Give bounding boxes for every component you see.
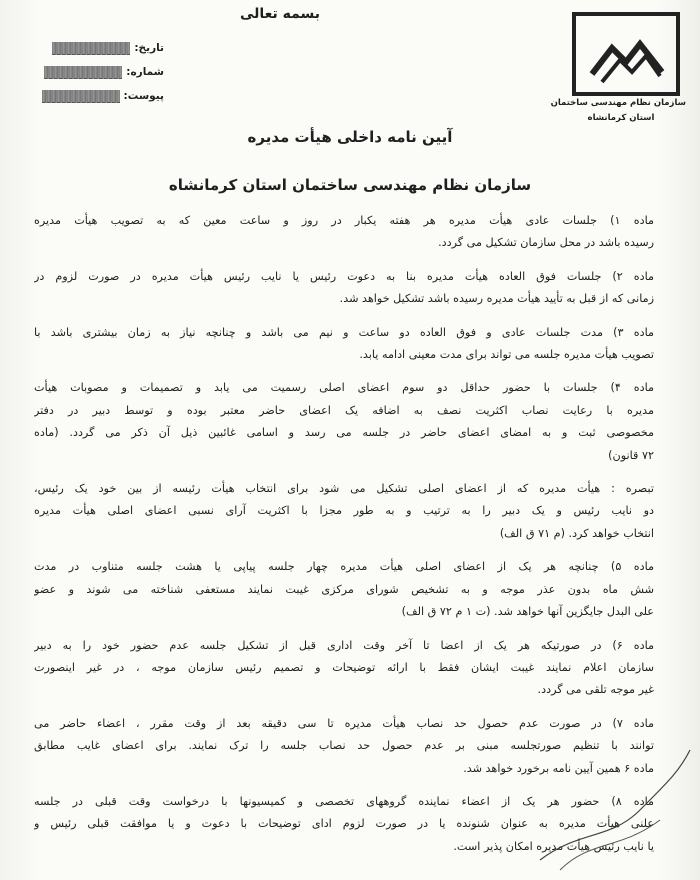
article-paragraph bbox=[34, 713, 654, 780]
paragraph-line: شش ماه بدون عذر موجه و به تشخیص شورای مرکزی غیبت نمایند مستعفی شناخته می شوند و عضو bbox=[34, 582, 654, 596]
paragraph-line: ماده ۴) جلسات با حضور حداقل دو سوم اعضای اصلی رسمیت می یابد و تصمیمات و مصوبات هیأت bbox=[34, 381, 654, 395]
organization-line1: سازمان نظام مهندسی ساختمان bbox=[550, 98, 686, 108]
attachment-row bbox=[14, 84, 164, 108]
article-paragraph bbox=[34, 635, 654, 702]
article-paragraph bbox=[34, 556, 654, 623]
paragraph-line: ماده ۸) حضور هر یک از اعضاء نماینده گروههای تخصصی و کمیسیونها با درخواست وقت قبلی در جلسه bbox=[34, 794, 654, 808]
paragraph-line: توانند با تنظیم صورتجلسه مبنی بر عدم حصول حد نصاب جلسه را ترک نمایند. برای اعضای غایب مطابق bbox=[34, 739, 654, 753]
logo-icon bbox=[572, 12, 680, 96]
paragraph-line: ماده ۶) در صورتیکه هر یک از اعضا تا آخر وقت اداری قبل از تشکیل جلسه عدم حضور خود را به دبیر bbox=[34, 638, 654, 652]
article-paragraph bbox=[34, 266, 654, 311]
paragraph-line: ماده ۶ همین آیین نامه برخورد خواهد شد. bbox=[463, 761, 654, 775]
paragraph-line: دو نایب رئیس و یک دبیر را به ترتیب و به طور مجزا با اکثریت آرای نسبی اعضای اصلی هیأت مدیره bbox=[34, 504, 654, 518]
article-paragraph bbox=[34, 478, 654, 545]
letter-meta bbox=[14, 36, 164, 108]
paragraph-line: رسیده باشد در محل سازمان تشکیل می گردد. bbox=[438, 236, 654, 250]
document-subtitle: سازمان نظام مهندسی ساختمان استان کرمانشاه bbox=[168, 176, 532, 194]
paragraph-line: یا نایب رئیس هیأت مدیره امکان پذیر است. bbox=[453, 839, 654, 853]
basmala: بسمه تعالی bbox=[239, 6, 321, 22]
paragraph-line: ماده ۲) جلسات فوق العاده هیأت مدیره بنا به دعوت رئیس یا نایب رئیس هیأت مدیره در صورت لزوم در bbox=[34, 269, 654, 283]
attachment-redacted bbox=[42, 90, 120, 103]
paragraph-line: انتخاب خواهد کرد. (م ۷۱ ق الف) bbox=[499, 526, 654, 540]
number-redacted bbox=[44, 66, 122, 79]
date-label: تاریخ: bbox=[134, 42, 164, 54]
organization-line2: استان کرمانشاه bbox=[587, 113, 655, 123]
number-label: شماره: bbox=[126, 66, 164, 78]
paragraph-line: ماده ۱) جلسات عادی هیأت مدیره هر هفته یکبار در روز و ساعت معین که به تصویب هیأت مدیره bbox=[34, 214, 654, 227]
article-paragraph bbox=[34, 377, 654, 467]
date-redacted bbox=[52, 42, 130, 55]
paragraph-line: علی البدل جایگزین آنها خواهد شد. (ت ۱ م ۷۲ ق الف) bbox=[401, 605, 654, 619]
date-row bbox=[14, 36, 164, 60]
attachment-label: پیوست: bbox=[123, 90, 164, 102]
article-paragraph bbox=[34, 322, 654, 367]
organization-name bbox=[550, 96, 686, 126]
document-body bbox=[34, 210, 654, 869]
paragraph-line: ماده ۷) در صورت عدم حصول حد نصاب هیأت مدیره تا سی دقیقه بعد از وقت مقرر ، اعضاء حاضر می bbox=[34, 716, 654, 730]
paragraph-line: تبصره : هیأت مدیره که از اعضای اصلی تشکیل می شود برای انتخاب هیأت رئیسه از بین خود یک رئیس، bbox=[34, 482, 654, 496]
article-paragraph bbox=[34, 791, 654, 858]
paragraph-line: ماده ۵) چنانچه هر یک از اعضای اصلی هیأت مدیره چهار جلسه پیاپی یا هشت جلسه متناوب در مدت bbox=[34, 560, 654, 574]
paragraph-line: علنی هیأت مدیره به عنوان شنونده یا در صورت لزوم ادای توضیحات با دعوت و یا موافقت قبلی رئیس و bbox=[34, 817, 654, 831]
paragraph-line: ۷۲ قانون) bbox=[608, 448, 654, 462]
article-paragraph bbox=[34, 210, 654, 255]
paragraph-line: مدیره با رعایت نصاب اکثریت نصف به اضافه یک اعضای حاضر معتبر بوده و توسط دبیر در دفتر bbox=[34, 403, 654, 417]
paragraph-line: مخصوصی ثبت و به امضای اعضای حاضر در جلسه می رسد و اسامی غائبین ذیل آن ذکر می گردد. (ماده bbox=[34, 426, 654, 440]
paragraph-line: سازمان اعلام نمایند غیبت ایشان فقط با ارائه توضیحات و تصمیم رئیس سازمان موجه ، در غیر اینصورت bbox=[34, 660, 654, 674]
document-title: آیین نامه داخلی هیأت مدیره bbox=[247, 128, 453, 146]
paragraph-line: ماده ۳) مدت جلسات عادی و فوق العاده دو ساعت و نیم می باشد و چنانچه نیاز به زمان بیشتری باشد با bbox=[34, 325, 654, 339]
paragraph-line: غیر موجه تلقی می گردد. bbox=[537, 683, 654, 697]
paragraph-line: تصویب هیأت مدیره جلسه می تواند برای مدت معینی ادامه یابد. bbox=[359, 348, 654, 362]
paragraph-line: زمانی که از قبل به تأیید هیأت مدیره رسیده باشد تشکیل خواهد شد. bbox=[339, 292, 654, 306]
number-row bbox=[14, 60, 164, 84]
